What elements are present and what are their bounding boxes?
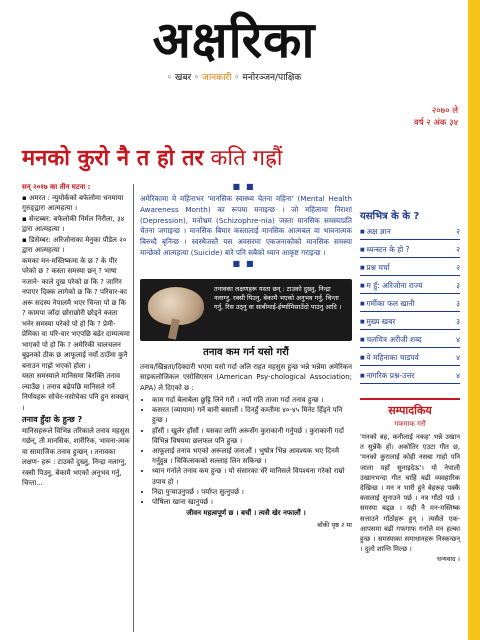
toc-title: यसभित्र के के ? — [360, 211, 420, 222]
left-para-2: ▪ सेन्टब्बर: बफेलोकी निर्मल निरौला, ३४ द्वारा आत्महत्या । — [22, 214, 125, 233]
tagline-part-2: जानकारी — [202, 73, 232, 83]
tagline-part-1: ◦ खबर ◦ — [166, 73, 203, 83]
tip-item: • आफूलाई तनाव भएको अरूलाई जनाऔं । भुषोत्र भिन्न आवश्यक भए दिनमै गर्नुहुन्न । चिकित्सकको सल्लाह लिन सकिन्छ । — [152, 446, 352, 466]
stress-intro: तनाव/खिन्नता/दिक्दारी भएमा यसो गर्दा अलि राहत महसुस हुन्छ भन्ने भन्नेमा अमेरिकन साइकलोजिकल एसोसिएसन (American Psy-chological Association; APA) ले दिएको छ : — [140, 362, 353, 392]
headline-thin: कति गह्रौं — [203, 146, 283, 171]
editorial-subtitle: गफगाफ गरौं — [394, 420, 426, 428]
right-column — [360, 208, 460, 563]
left-para-3: ▪ डिसेम्बर: अरिजोनाका मेनुका पौडेल २० द्वारा आत्महत्या । — [22, 235, 127, 254]
stress-tips-list — [140, 395, 352, 507]
column-divider — [133, 184, 134, 632]
masthead — [0, 10, 468, 83]
toc-item[interactable]: ■ चलचित्र अरीजी शब्द ४ — [360, 333, 460, 348]
toc-item[interactable]: ■ मुख्य खबर ३ — [360, 315, 460, 330]
tip-item: • हाँसौं । खुलेर हाँसौं । यसका लागि अरूसँग कुराकानी गर्नुपर्छ । कुराकानी गर्दा विभिन्न विषयमा छलफल पनि हुन्छ । — [152, 426, 352, 446]
headline-main: मनको कुरो नै त हो तर — [22, 145, 204, 171]
left-para-1: ▪ अमरत : न्युयोर्कको बफेलोमा धनमाया गुरुङ्द्वारा आत्महत्या । — [22, 193, 124, 212]
editorial-box — [360, 398, 460, 563]
issue-year: २०७० ले — [431, 106, 458, 116]
toc-item[interactable]: ■ अक्ष ज्ञान २ — [360, 225, 460, 240]
tip-item: • काम गर्दा बेलाबेला छुट्टि लिने गरौं । नयाँ गति ताजा गर्दा तनाव हुन्छ । — [152, 395, 352, 405]
main-headline — [22, 142, 462, 172]
tip-item: • निद्रा पुऱ्याउनुपर्छ । पर्याप्त सुत्नुपर्छ । — [152, 487, 352, 497]
brain-caption: तनावका लक्षणहरू यस्ता छन् : टाउको दुख्नु, निन्द्रा नलाग्नु, रक्सी पिउनु, बेकामै भएको अनुभव गर्नु, चिन्ता गर्नु, रिस उठ्नु वा साबीमाई-ईर्ष्यामिसाउँदो पाउनु आदि । — [214, 284, 342, 312]
tagline-part-3: ◦ मनोरञ्जन/पाक्षिक — [231, 73, 302, 83]
stress-section-heading: तनाव कम गर्न यसो गरौं — [203, 346, 289, 358]
toc-item[interactable]: ■ म हुँ: अरिजोना राज्य ३ — [360, 279, 460, 294]
issue-info — [414, 105, 458, 129]
toc-item[interactable]: ■ ध्यन्स्टन के हो ? २ — [360, 243, 460, 258]
toc-item[interactable]: ■ प्रश्न चर्चा २ — [360, 261, 460, 276]
toc-item[interactable]: ■ गर्मीका फल खानी ३ — [360, 297, 460, 312]
mental-health-paragraph: अमेरिकामा मे महिनाभर 'मानसिक स्वास्थ्य चेतना महिना' (Mental Health Awareness Month) का रूपमा मनाइन्छ । जो महिलामा निराशा (Depression), मनोभ्रम (Schizophre-nia) जस्ता मानसिक समस्याप्रति चेतना जगाइन्छ । मानसिक बिमार कस्तालाई मानसिक आत्मबल वा भावनात्मक बिरुध्दै बृनिन्छ । स्वस्थैजस्तै यस अवसरमा एकजनाकोको मानसिक समस्या मान्छेको आत्महत्या (Suicide) बारे पनि सबैको ध्यान आकृष्ट गराइन्छ । — [140, 194, 352, 257]
continued-note: बाँकी पृष्ठ २ मा — [317, 521, 352, 530]
editorial-thanks: धन्यवाद । — [437, 555, 460, 564]
center-column — [140, 182, 352, 529]
brain-image-with-caption — [140, 279, 352, 341]
left-intro: सन् २०१७ का तीन घटना : — [22, 183, 91, 191]
left-tail: मानिसहरूले विभिन्न तरिकाले तनाव महसुस गर्छन्, ती मानसिक, शारीरिक, भावना-त्मक वा सामाजिक तनाव हुन्छन् । तनावका लक्षण- हरू : टाउको दुख्नु, निन्द्रा नलाग्नु, रक्सी पिउनु, बेकामै भएको अनुभव गर्नु, चिन्ता... — [22, 426, 130, 487]
tip-item: • कसरत (व्यायाम) गर्ने बानी बसालौं । दिनहुँ कम्तीमा ४०-४५ मिनेट हिँड्ने पनि हुन्छ । — [152, 405, 352, 425]
left-para-5: यस्ता समस्याले मानिसमा बिरक्ति तनाव ल्याउँछ । तनाव बढेपछि मानिसले गर्ने निर्णयहरू सोचेर-नसोचेका पनि हुन सक्छन् । — [22, 372, 129, 412]
editorial-title: सम्पादकिय — [388, 404, 432, 417]
toc-item[interactable]: ■ नागरिक प्रश्न-उत्तर ४ — [360, 369, 460, 384]
left-column — [22, 182, 130, 489]
newspaper-logo: अक्षरिका — [152, 10, 316, 69]
brain-illustration — [148, 287, 204, 325]
toc-item[interactable]: ■ ये महिनाका चाडपर्व ४ — [360, 351, 460, 366]
tip-item: • पोषिला खाना खानुपर्छ । — [152, 497, 352, 507]
tip-item: • ध्यान गर्नाले तनाव कम हुन्छ । यो संसारका धेरै मानिसले विपश्यना गरेको राम्रो उपाय हो । — [152, 466, 352, 486]
section-separator: ■■ — [232, 258, 260, 268]
tagline — [0, 70, 468, 83]
left-para-4: कमका मन-मस्तिष्कमा के छ ? के पीर परेको छ ? कस्ता समस्या छन् ? भाषा नजाने- काले दुख परेको छ कि ? जागिर नपाएर दिक्क लागेको छ कि ? परिवार-का अरू सदस्य नेपालमै भएर चिन्ता पो छ कि ? कामपा जाँदा छोराछोरी छोड्ने कस्ता भनेर समस्या परेको पो हो कि ? प्रेमी-प्रेमिका वा परि-वार भएपछि बढेर दाम्पत्यमा भाएको पो हो कि ? अमेरिकी चालचलन बुझ्नको ठीक छ आफूलाई नयाँ ठाउँमा कुनै बनाउन गाह्रो भएको होला । — [22, 256, 130, 370]
left-question: तनाव हुँदा के हुन्छ ? — [22, 415, 83, 424]
section-separator: ■■ — [232, 182, 260, 191]
life-quote: जीवन महत्वपूर्ण छ । बचौं । त्यसै खेर नफालौं । — [186, 509, 306, 518]
side-accent-bar — [468, 0, 480, 640]
editorial-text: 'मनको बह, कनीलाई नकह' भन्ने उखान त सुन्नेकै हो। अकोतिर एउटा गीत छ, 'मनको कुरालाई कोही नसबा गाहो पनि जाला यहाँ सुनाइदेऊ'। यो नेपाली उखानभन्दा गीत चाहिं बढी व्यवहारिक देखिन्छ । मन न भारी हुने बेहरूह पक्कै कसलाई सुनाउने पर्छ । नत्र गाँठो पर्छ । समस्या बढ्छ । यही नै मन-मस्तिष्क सत्ताउने गाँठोहरू हुन् । त्यसैले एक-आपसमा बढी गफगाफ गर्नाले मन हल्का हुन्छ । समस्याका समाधानहरू निस्कन्छन् । दुलो शान्ति मिल्छ । — [360, 433, 460, 554]
issue-volume: वर्ष २ अंक ३४ — [413, 118, 458, 128]
